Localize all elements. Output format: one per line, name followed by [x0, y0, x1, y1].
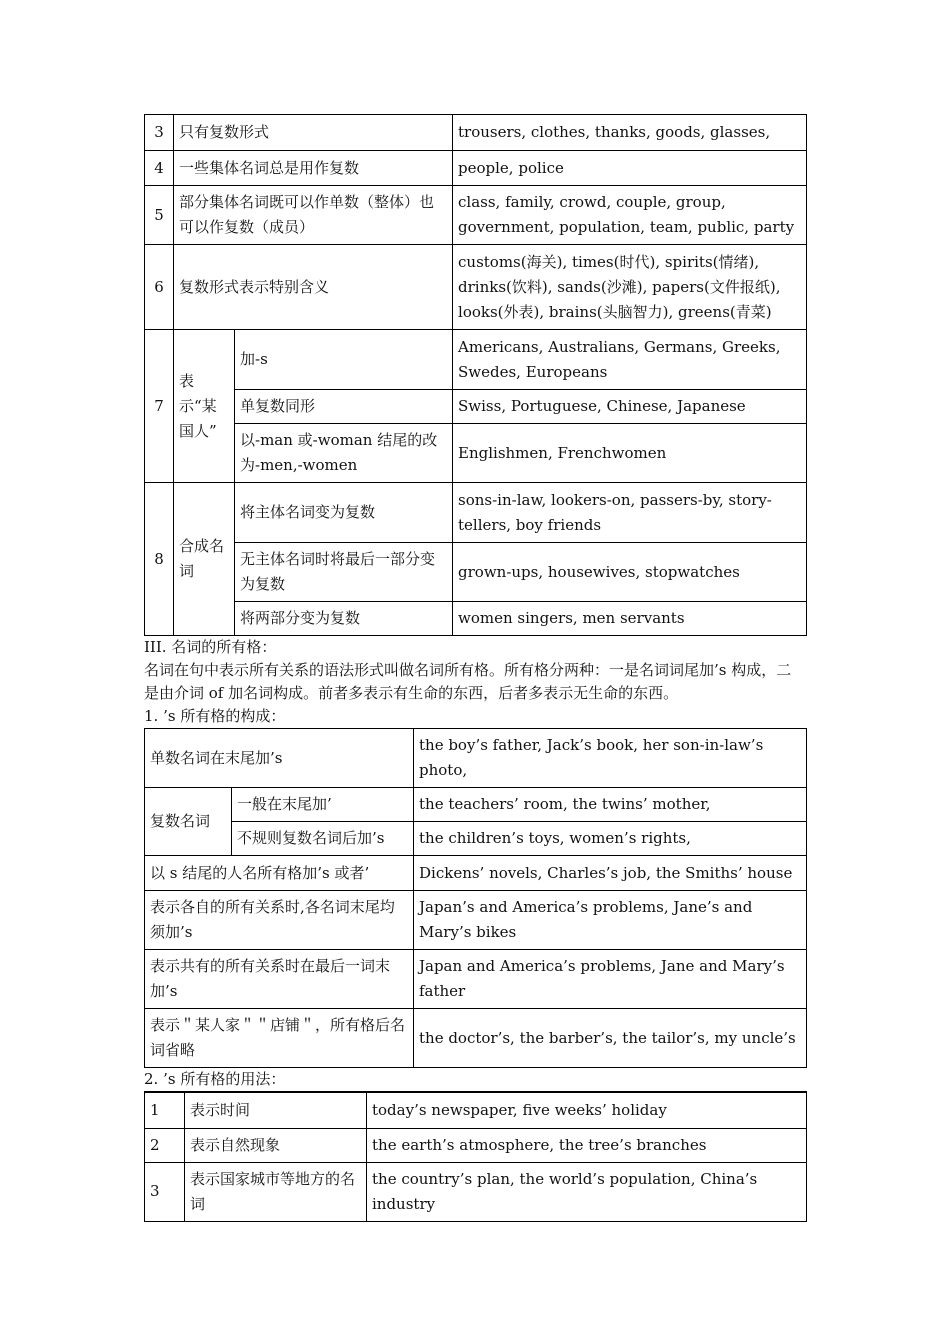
table-row [145, 950, 807, 1009]
examples-cell: the teachers’ room, the twins’ mother, [414, 788, 807, 822]
table-row [145, 1092, 807, 1128]
table-row [145, 1128, 807, 1162]
table-row [145, 245, 807, 330]
examples-cell: Dickens’ novels, Charles’s job, the Smiths’ house [414, 856, 807, 891]
row-number: 3 [145, 1162, 185, 1221]
possessive-usage-table [144, 1091, 807, 1222]
rule-cell: 以-man 或-woman 结尾的改为-men,-women [235, 424, 453, 483]
table-row [145, 483, 807, 543]
rule-cell: 表示共有的所有关系时在最后一词末加’s [145, 950, 414, 1009]
rule-cell: 表示各自的所有关系时,各名词末尾均须加’s [145, 891, 414, 950]
rule-cell: 表示时间 [185, 1092, 367, 1128]
examples-cell: the earth’s atmosphere, the tree’s branches [367, 1128, 807, 1162]
rule-cell: 表示自然现象 [185, 1128, 367, 1162]
rule-cell: 表示国家城市等地方的名词 [185, 1162, 367, 1221]
rule-cell: 单复数同形 [235, 390, 453, 424]
examples-cell: trousers, clothes, thanks, goods, glasses, [453, 115, 807, 151]
table-row [145, 856, 807, 891]
rule-cell: 加-s [235, 330, 453, 390]
subsection-heading: 1. ’s 所有格的构成： [144, 707, 286, 725]
examples-cell: grown-ups, housewives, stopwatches [453, 543, 807, 602]
subsection-heading: 2. ’s 所有格的用法： [144, 1070, 286, 1088]
examples-cell: Englishmen, Frenchwomen [453, 424, 807, 483]
table-row [145, 1009, 807, 1068]
table-row [145, 543, 807, 602]
row-number: 5 [145, 186, 174, 245]
examples-cell: sons-in-law, lookers-on, passers-by, story-tellers, boy friends [453, 483, 807, 543]
table-row [145, 602, 807, 636]
table-row [145, 424, 807, 483]
category-cell: 表示“某国人” [174, 330, 235, 483]
examples-cell: the doctor’s, the barber’s, the tailor’s, my uncle’s [414, 1009, 807, 1068]
row-number: 1 [145, 1092, 185, 1128]
rule-cell: 复数形式表示特别含义 [174, 245, 453, 330]
examples-cell: women singers, men servants [453, 602, 807, 636]
examples-cell: Americans, Australians, Germans, Greeks, Swedes, Europeans [453, 330, 807, 390]
examples-cell: the boy’s father, Jack’s book, her son-in-law’s photo, [414, 729, 807, 788]
section-heading: III. 名词的所有格： [144, 638, 277, 656]
category-cell: 复数名词 [145, 788, 232, 856]
examples-cell: Japan’s and America’s problems, Jane’s and Mary’s bikes [414, 891, 807, 950]
document-page [144, 114, 806, 1222]
rule-cell: 将两部分变为复数 [235, 602, 453, 636]
examples-cell: people, police [453, 151, 807, 186]
table-row [145, 788, 807, 822]
rule-cell: 只有复数形式 [174, 115, 453, 151]
table-row [145, 186, 807, 245]
examples-cell: Japan and America’s problems, Jane and Mary’s father [414, 950, 807, 1009]
table-row [145, 822, 807, 856]
table-row [145, 1162, 807, 1221]
table-row [145, 891, 807, 950]
row-number: 2 [145, 1128, 185, 1162]
section-intro: 名词在句中表示所有关系的语法形式叫做名词所有格。所有格分两种：一是名词词尾加’s 构成，二是由介词 of 加名词构成。前者多表示有生命的东西，后者多表示无生命的东西。 [144, 661, 792, 702]
table-row [145, 151, 807, 186]
rule-cell: 将主体名词变为复数 [235, 483, 453, 543]
rule-cell: 一些集体名词总是用作复数 [174, 151, 453, 186]
rule-cell: 无主体名词时将最后一部分变为复数 [235, 543, 453, 602]
rule-cell: 一般在末尾加’ [232, 788, 414, 822]
rule-cell: 不规则复数名词后加’s [232, 822, 414, 856]
rule-cell: 单数名词在末尾加’s [145, 729, 414, 788]
row-number: 3 [145, 115, 174, 151]
examples-cell: customs(海关), times(时代), spirits(情绪), drinks(饮料), sands(沙滩), papers(文件报纸), looks(外表), brains(头脑智力), greens(青菜) [453, 245, 807, 330]
examples-cell: class, family, crowd, couple, group, government, population, team, public, party [453, 186, 807, 245]
table-row [145, 729, 807, 788]
rule-cell: 表示＂某人家＂＂店铺＂，所有格后名词省略 [145, 1009, 414, 1068]
rule-cell: 以 s 结尾的人名所有格加’s 或者’ [145, 856, 414, 891]
table-row [145, 390, 807, 424]
possessive-formation-table [144, 728, 807, 1068]
row-number: 4 [145, 151, 174, 186]
rule-cell: 部分集体名词既可以作单数（整体）也可以作复数（成员） [174, 186, 453, 245]
examples-cell: the country’s plan, the world’s population, China’s industry [367, 1162, 807, 1221]
plural-forms-table [144, 114, 807, 636]
table-row [145, 115, 807, 151]
examples-cell: Swiss, Portuguese, Chinese, Japanese [453, 390, 807, 424]
row-number: 7 [145, 330, 174, 483]
table-row [145, 330, 807, 390]
examples-cell: today’s newspaper, five weeks’ holiday [367, 1092, 807, 1128]
row-number: 8 [145, 483, 174, 636]
examples-cell: the children’s toys, women’s rights, [414, 822, 807, 856]
row-number: 6 [145, 245, 174, 330]
category-cell: 合成名词 [174, 483, 235, 636]
